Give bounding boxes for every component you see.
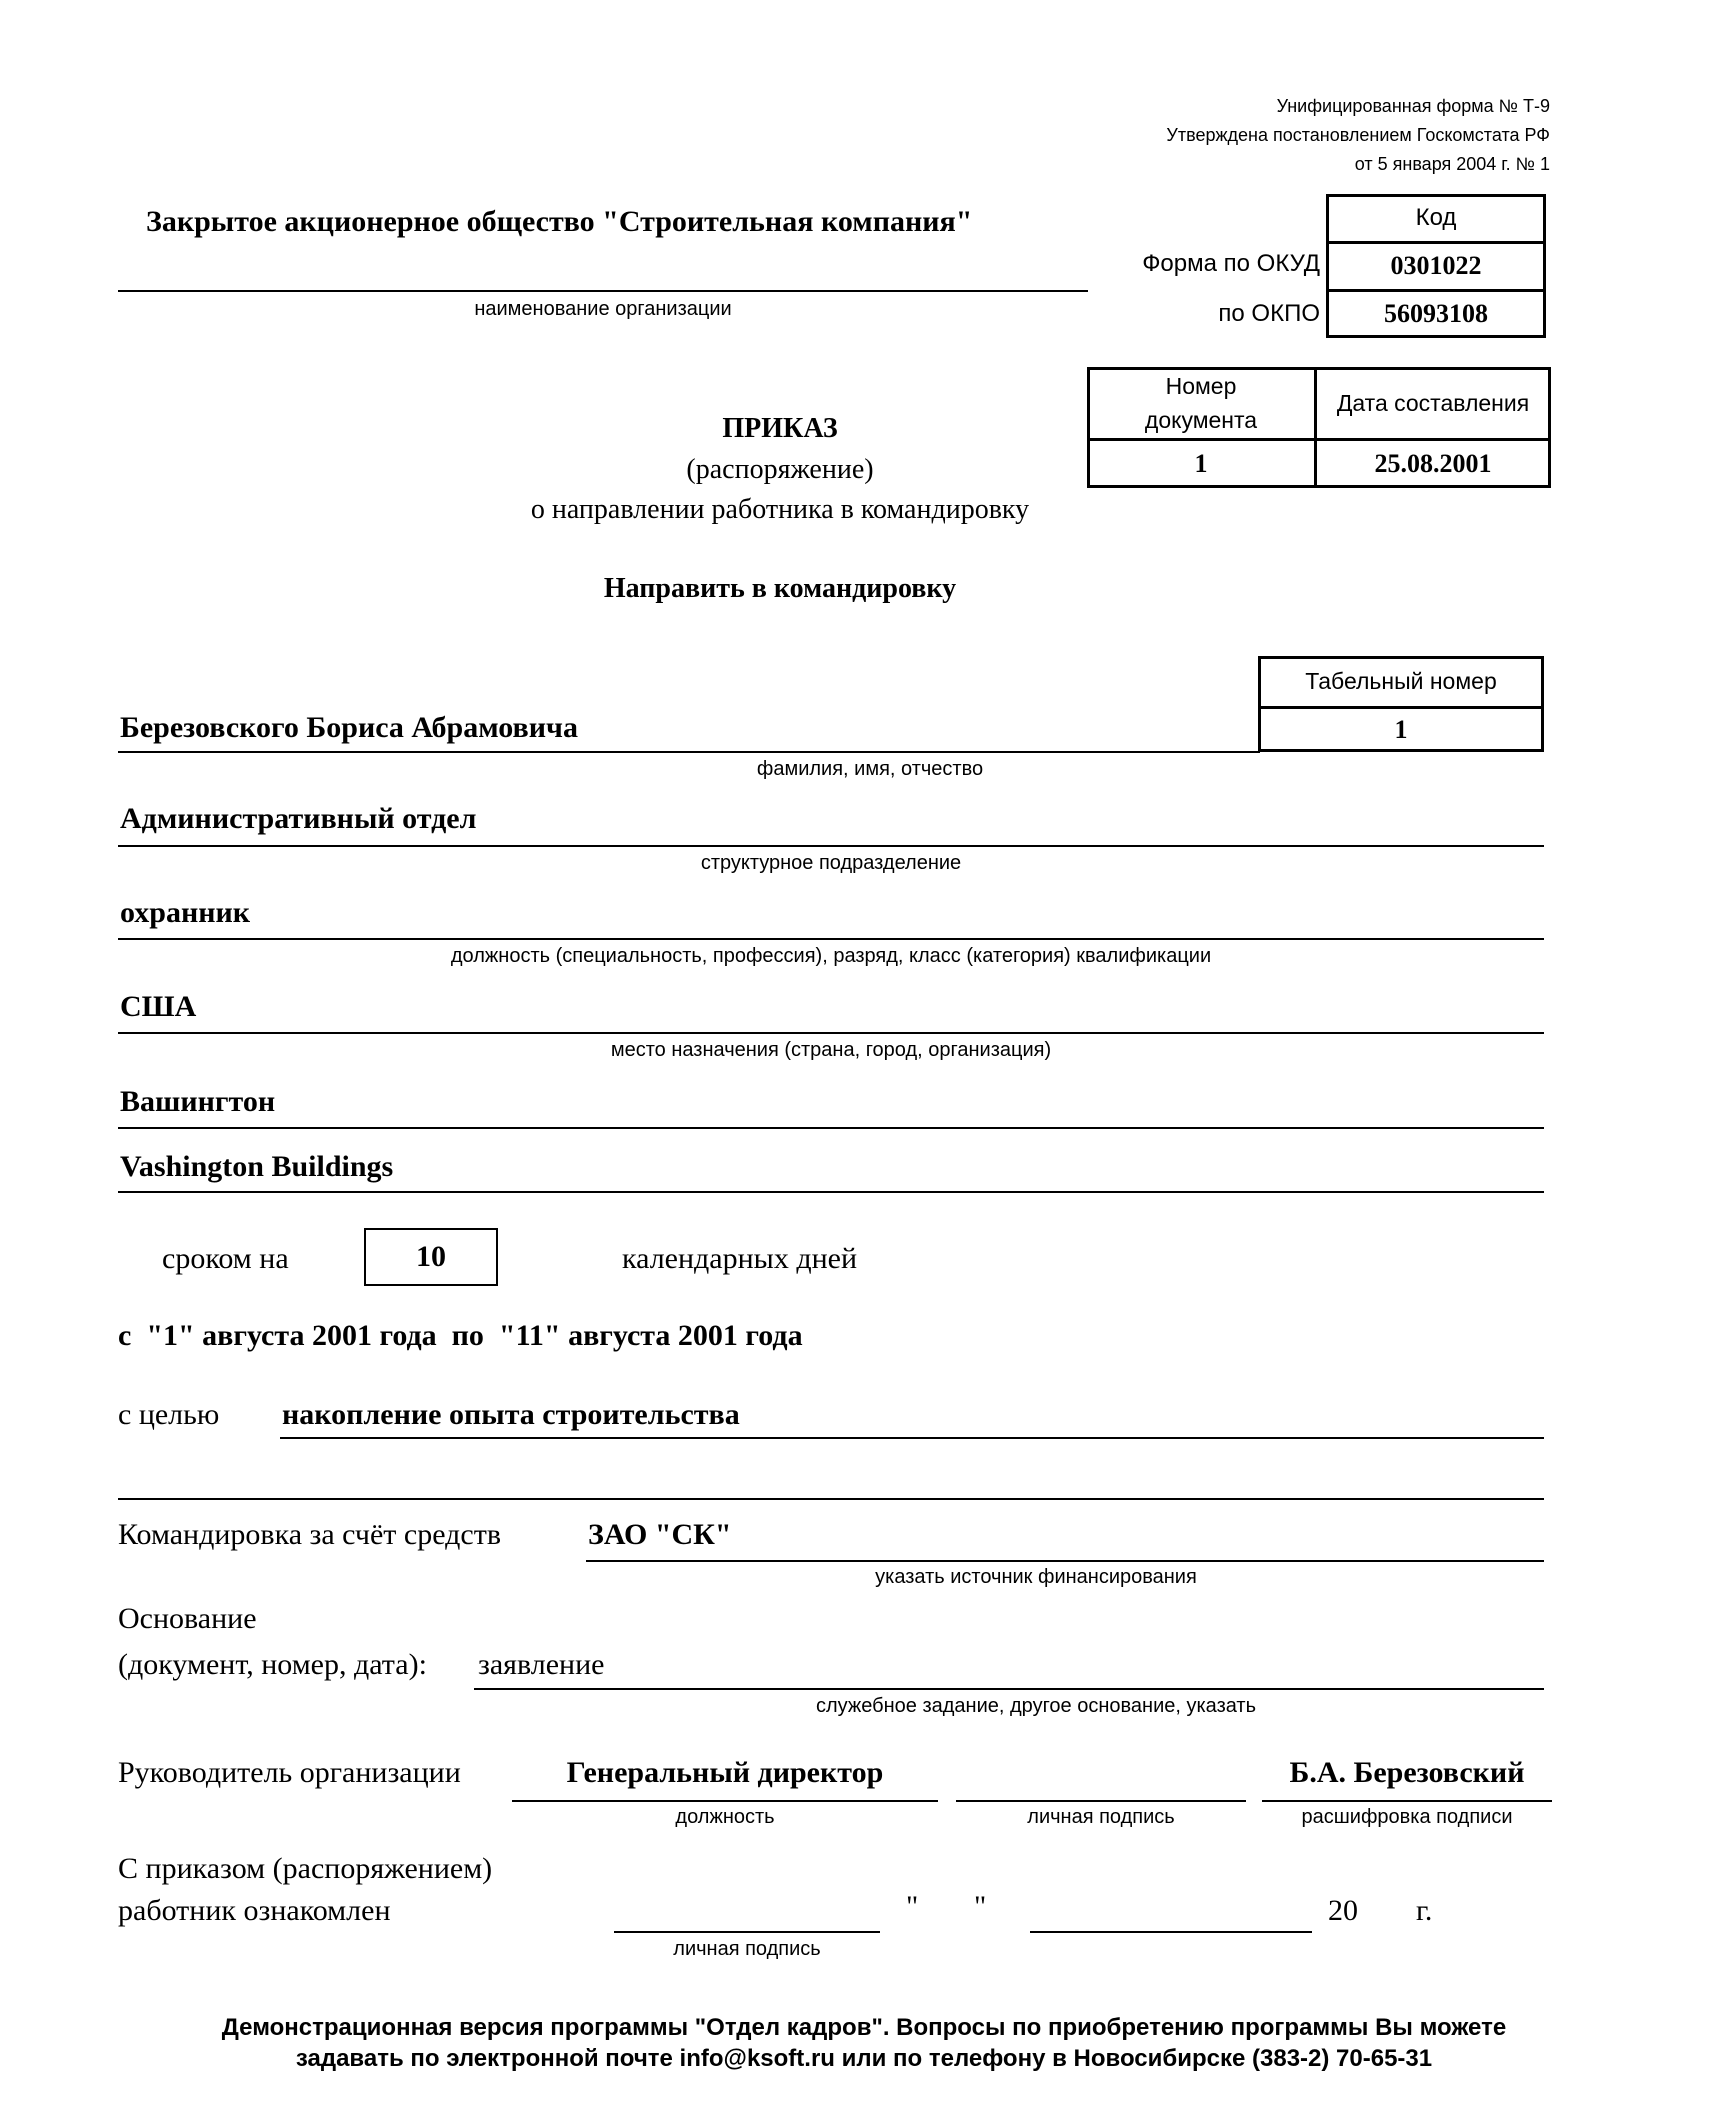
tab-number-value: 1	[1394, 715, 1408, 744]
acquaint-quote-close: "	[974, 1890, 987, 1923]
basis-underline	[474, 1688, 1544, 1690]
form-header-line3: от 5 января 2004 г. № 1	[1354, 154, 1550, 174]
destination-city: Вашингтон	[120, 1085, 276, 1118]
basis-hint: служебное задание, другое основание, указать	[815, 1695, 1257, 1717]
order-title: ПРИКАЗ	[722, 413, 838, 444]
doc-date-header: Дата составления	[1336, 389, 1530, 416]
destination-underline	[118, 1032, 1544, 1034]
acquaint-year-suffix: г.	[1416, 1894, 1433, 1927]
order-subtitle: (распоряжение)	[686, 454, 874, 485]
fio-hint: фамилия, имя, отчество	[756, 758, 984, 780]
funding-value: ЗАО "СК"	[588, 1518, 732, 1551]
term-days-value: 10	[416, 1240, 446, 1273]
footer-line1: Демонстрационная версия программы "Отдел кадров". Вопросы по приобретению программы Вы можете	[221, 2014, 1507, 2041]
position-value: охранник	[120, 896, 251, 929]
basis-label2: (документ, номер, дата):	[118, 1648, 427, 1681]
okpo-label: по ОКПО	[1218, 300, 1320, 327]
term-unit: календарных дней	[622, 1242, 858, 1275]
fio-underline	[118, 751, 1260, 753]
head-signature-hint: личная подпись	[1027, 1806, 1175, 1828]
acquaint-quote-open: "	[906, 1890, 919, 1923]
head-label: Руководитель организации	[118, 1756, 461, 1789]
term-label: сроком на	[162, 1242, 289, 1275]
order-action: Направить в командировку	[603, 573, 957, 604]
organization-name: Закрытое акционерное общество "Строительная компания"	[146, 205, 973, 238]
head-position: Генеральный директор	[566, 1756, 884, 1789]
department-underline	[118, 845, 1544, 847]
acquaint-month-line	[1030, 1931, 1312, 1933]
acquaint-signature-hint: личная подпись	[673, 1938, 821, 1960]
head-decode-hint: расшифровка подписи	[1301, 1806, 1513, 1828]
position-underline	[118, 938, 1544, 940]
purpose-label: с целью	[118, 1398, 220, 1431]
funding-hint: указать источник финансирования	[875, 1566, 1197, 1588]
purpose-value: накопление опыта строительства	[282, 1398, 740, 1431]
okud-value: 0301022	[1390, 251, 1482, 280]
order-about: о направлении работника в командировку	[530, 494, 1030, 525]
city-underline	[118, 1127, 1544, 1129]
funding-label: Командировка за счёт средств	[118, 1518, 501, 1551]
doc-date-value: 25.08.2001	[1374, 448, 1492, 478]
department-value: Административный отдел	[120, 802, 477, 835]
funding-underline	[586, 1560, 1544, 1562]
head-position-underline	[512, 1800, 938, 1802]
acquaint-line1: С приказом (распоряжением)	[118, 1852, 493, 1885]
acquaint-signature-line	[614, 1931, 880, 1933]
basis-label1: Основание	[118, 1602, 257, 1635]
basis-value: заявление	[478, 1648, 605, 1681]
purpose-extra-underline	[118, 1498, 1544, 1500]
organization-underline	[118, 290, 1088, 292]
destination-hint: место назначения (страна, город, организация)	[610, 1039, 1052, 1061]
employee-fio: Березовского Бориса Абрамовича	[120, 711, 578, 744]
head-position-hint: должность	[675, 1806, 775, 1828]
term-period: с "1" августа 2001 года по "11" августа 2001 года	[118, 1319, 803, 1352]
organization-dest-underline	[118, 1191, 1544, 1193]
doc-number-value: 1	[1194, 448, 1208, 478]
form-header-line1: Унифицированная форма № Т-9	[1276, 96, 1550, 116]
tab-number-header: Табельный номер	[1305, 667, 1497, 694]
okpo-value: 56093108	[1384, 299, 1488, 328]
department-hint: структурное подразделение	[700, 852, 962, 874]
footer-line2: задавать по электронной почте info@ksoft.ru или по телефону в Новосибирске (383-2) 70-65-31	[295, 2045, 1433, 2072]
position-hint: должность (специальность, профессия), разряд, класс (категория) квалификации	[450, 945, 1212, 967]
acquaint-year-prefix: 20	[1328, 1894, 1358, 1927]
destination-country: США	[120, 990, 197, 1023]
head-name: Б.А. Березовский	[1289, 1756, 1525, 1789]
purpose-underline	[280, 1437, 1544, 1439]
head-signature-line	[956, 1800, 1246, 1802]
okud-label: Форма по ОКУД	[1142, 250, 1320, 277]
codes-header: Код	[1415, 204, 1457, 231]
form-header-line2: Утверждена постановлением Госкомстата РФ	[1166, 125, 1550, 145]
organization-hint: наименование организации	[474, 298, 732, 320]
head-name-underline	[1262, 1800, 1552, 1802]
doc-number-header: Номер документа	[1144, 373, 1258, 433]
acquaint-line2: работник ознакомлен	[118, 1894, 391, 1927]
destination-organization: Vashington Buildings	[120, 1150, 394, 1183]
